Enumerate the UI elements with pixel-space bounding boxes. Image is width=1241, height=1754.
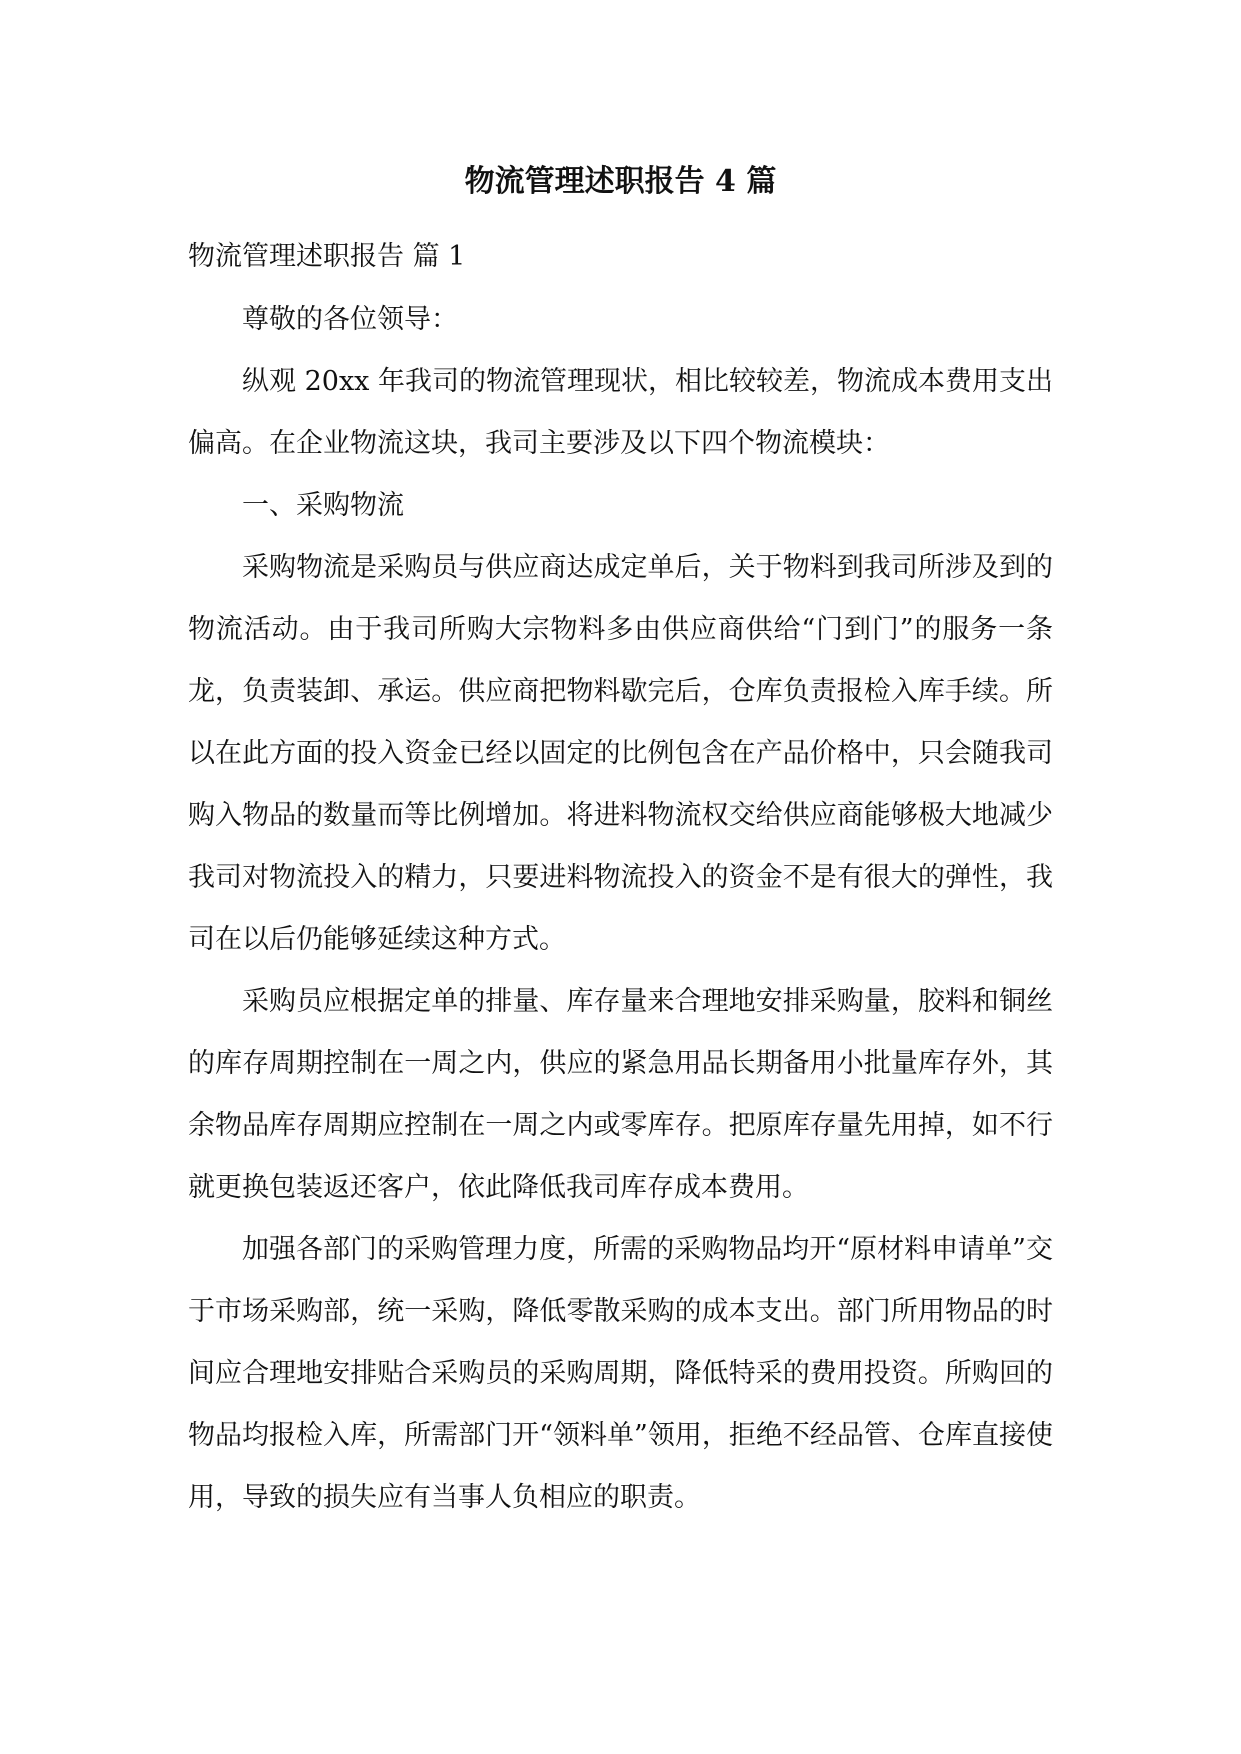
- body-paragraph: 采购员应根据定单的排量、库存量来合理地安排采购量，胶料和铜丝的库存周期控制在一周之内，供应的紧急用品长期备用小批量库存外，其余物品库存周期应控制在一周之内或零库存。把原库存量先用掉，如不行就更换包装返还客户，依此降低我司库存成本费用。: [188, 986, 1053, 1203]
- body-paragraph: 加强各部门的采购管理力度，所需的采购物品均开“原材料申请单”交于市场采购部，统一采购，降低零散采购的成本支出。部门所用物品的时间应合理地安排贴合采购员的采购周期，降低特采的费用投资。所购回的物品均报检入库，所需部门开“领料单”领用，拒绝不经品管、仓库直接使用，导致的损失应有当事人负相应的职责。: [188, 1234, 1053, 1513]
- document-title: 物流管理述职报告 4 篇: [464, 164, 777, 199]
- document-body: [188, 225, 1053, 1529]
- section-heading-procurement: 一、采购物流: [242, 490, 404, 521]
- body-paragraph: 纵观 20xx 年我司的物流管理现状，相比较较差，物流成本费用支出偏高。在企业物流这块，我司主要涉及以下四个物流模块：: [188, 366, 1053, 459]
- section-heading: 物流管理述职报告 篇 1: [188, 241, 466, 272]
- body-paragraph: 采购物流是采购员与供应商达成定单后，关于物料到我司所涉及到的物流活动。由于我司所购大宗物料多由供应商供给“门到门”的服务一条龙，负责装卸、承运。供应商把物料歇完后，仓库负责报检入库手续。所以在此方面的投入资金已经以固定的比例包含在产品价格中，只会随我司购入物品的数量而等比例增加。将进料物流权交给供应商能够极大地减少我司对物流投入的精力，只要进料物流投入的资金不是有很大的弹性，我司在以后仍能够延续这种方式。: [188, 552, 1053, 955]
- salutation: 尊敬的各位领导：: [242, 304, 458, 335]
